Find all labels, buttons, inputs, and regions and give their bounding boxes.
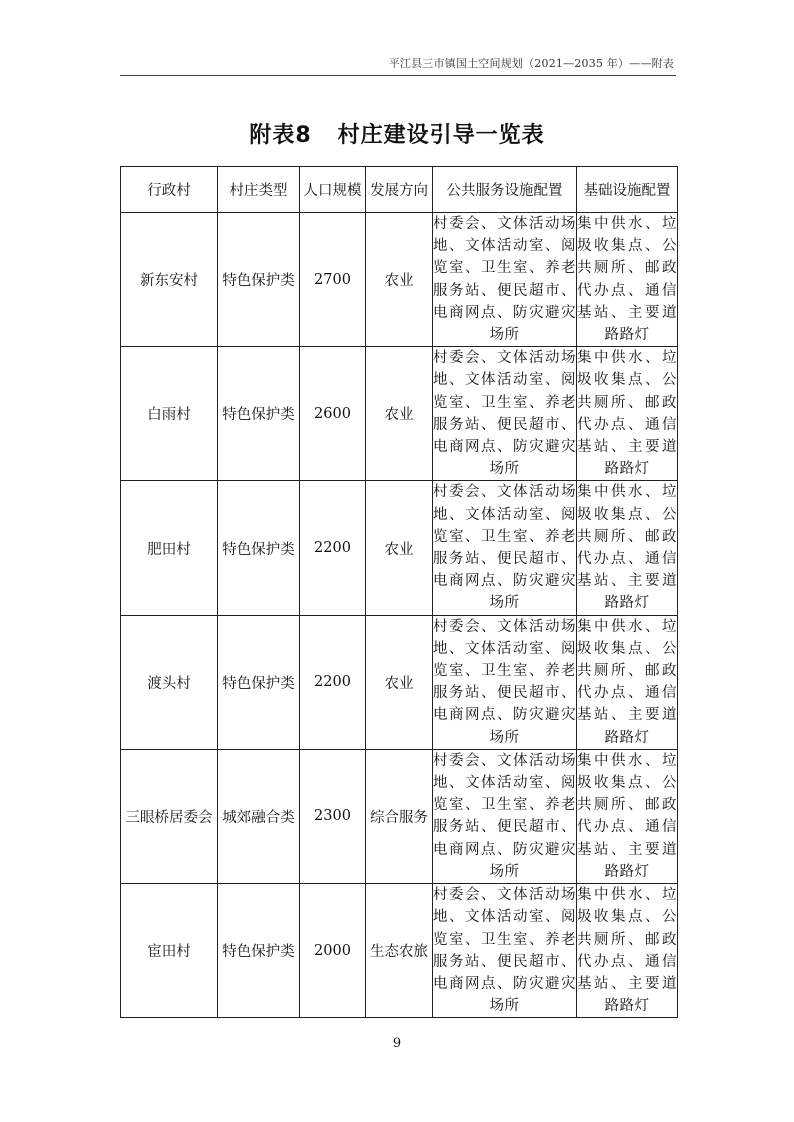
page-number: 9 — [392, 1036, 402, 1051]
cell-infrastructure: 集中供水、垃圾收集点、公共厕所、邮政代办点、通信基站、主要道路路灯 — [577, 481, 678, 615]
cell-village: 宦田村 — [121, 884, 218, 1018]
cell-population: 2200 — [300, 615, 366, 749]
header-village-type: 村庄类型 — [218, 167, 300, 213]
table-title-text: 村庄建设引导一览表 — [337, 123, 545, 148]
cell-infrastructure: 集中供水、垃圾收集点、公共厕所、邮政代办点、通信基站、主要道路路灯 — [577, 347, 678, 481]
village-guidance-table — [120, 166, 678, 1018]
header-rule — [120, 75, 676, 76]
table-row — [121, 213, 678, 347]
table-number: 附表8 — [249, 123, 312, 148]
cell-village: 渡头村 — [121, 615, 218, 749]
cell-population: 2000 — [300, 884, 366, 1018]
table-title — [0, 118, 794, 149]
cell-public-services: 村委会、文体活动场地、文体活动室、阅览室、卫生室、养老服务站、便民超市、电商网点、防灾避灾场所 — [433, 615, 577, 749]
cell-infrastructure: 集中供水、垃圾收集点、公共厕所、邮政代办点、通信基站、主要道路路灯 — [577, 615, 678, 749]
table-row — [121, 884, 678, 1018]
table-row — [121, 347, 678, 481]
cell-public-services: 村委会、文体活动场地、文体活动室、阅览室、卫生室、养老服务站、便民超市、电商网点、防灾避灾场所 — [433, 884, 577, 1018]
cell-village-type: 城郊融合类 — [218, 749, 300, 883]
cell-population: 2600 — [300, 347, 366, 481]
cell-village: 新东安村 — [121, 213, 218, 347]
cell-village-type: 特色保护类 — [218, 615, 300, 749]
cell-direction: 综合服务 — [366, 749, 433, 883]
cell-direction: 生态农旅 — [366, 884, 433, 1018]
cell-direction: 农业 — [366, 481, 433, 615]
header-population: 人口规模 — [300, 167, 366, 213]
cell-infrastructure: 集中供水、垃圾收集点、公共厕所、邮政代办点、通信基站、主要道路路灯 — [577, 884, 678, 1018]
cell-public-services: 村委会、文体活动场地、文体活动室、阅览室、卫生室、养老服务站、便民超市、电商网点、防灾避灾场所 — [433, 481, 577, 615]
cell-public-services: 村委会、文体活动场地、文体活动室、阅览室、卫生室、养老服务站、便民超市、电商网点、防灾避灾场所 — [433, 213, 577, 347]
header-infrastructure: 基础设施配置 — [577, 167, 678, 213]
header-village: 行政村 — [121, 167, 218, 213]
cell-public-services: 村委会、文体活动场地、文体活动室、阅览室、卫生室、养老服务站、便民超市、电商网点、防灾避灾场所 — [433, 749, 577, 883]
cell-public-services: 村委会、文体活动场地、文体活动室、阅览室、卫生室、养老服务站、便民超市、电商网点、防灾避灾场所 — [433, 347, 577, 481]
cell-direction: 农业 — [366, 213, 433, 347]
header-direction: 发展方向 — [366, 167, 433, 213]
cell-village: 三眼桥居委会 — [121, 749, 218, 883]
cell-village: 肥田村 — [121, 481, 218, 615]
header-public-services: 公共服务设施配置 — [433, 167, 577, 213]
table-row — [121, 615, 678, 749]
cell-village: 白雨村 — [121, 347, 218, 481]
cell-infrastructure: 集中供水、垃圾收集点、公共厕所、邮政代办点、通信基站、主要道路路灯 — [577, 213, 678, 347]
cell-village-type: 特色保护类 — [218, 481, 300, 615]
table-row — [121, 749, 678, 883]
cell-village-type: 特色保护类 — [218, 213, 300, 347]
cell-village-type: 特色保护类 — [218, 347, 300, 481]
cell-population: 2200 — [300, 481, 366, 615]
cell-direction: 农业 — [366, 615, 433, 749]
running-header: 平江县三市镇国土空间规划（2021—2035 年）——附表 — [388, 57, 674, 70]
table-header-row — [121, 167, 678, 213]
table-row — [121, 481, 678, 615]
cell-direction: 农业 — [366, 347, 433, 481]
cell-population: 2300 — [300, 749, 366, 883]
cell-population: 2700 — [300, 213, 366, 347]
cell-village-type: 特色保护类 — [218, 884, 300, 1018]
cell-infrastructure: 集中供水、垃圾收集点、公共厕所、邮政代办点、通信基站、主要道路路灯 — [577, 749, 678, 883]
